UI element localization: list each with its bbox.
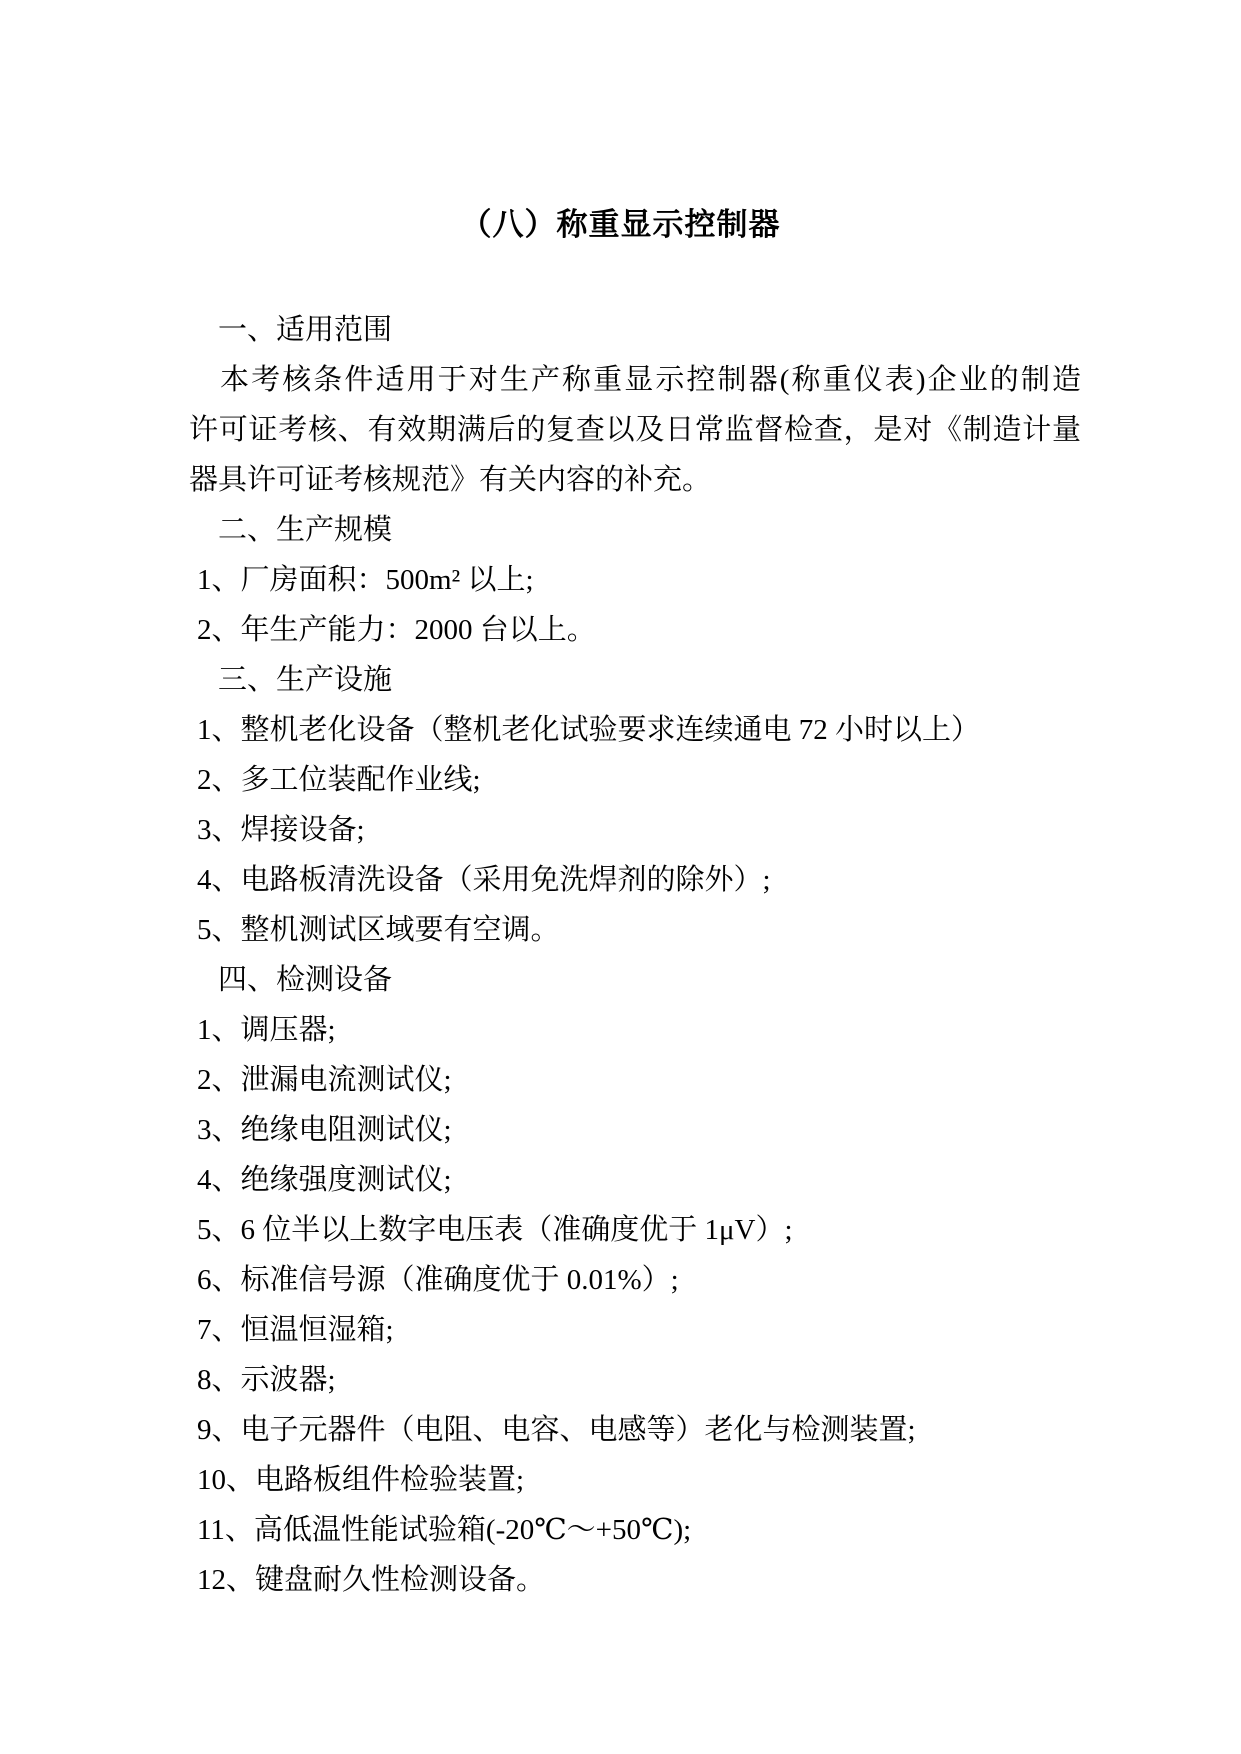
document-line: 二、生产规模 [218,514,393,546]
document-line: 器具许可证考核规范》有关内容的补充。 [189,464,712,496]
document-line: 4、绝缘强度测试仪; [197,1164,452,1196]
document-line: 8、示波器; [197,1364,336,1396]
document-line: 2、泄漏电流测试仪; [197,1064,452,1096]
document-line: 7、恒温恒湿箱; [197,1314,394,1346]
document-line: 6、标准信号源（准确度优于 0.01%）; [197,1264,679,1296]
document-line: 5、整机测试区域要有空调。 [197,914,560,946]
document-line: 2、多工位装配作业线; [197,764,481,796]
document-line: 9、电子元器件（电阻、电容、电感等）老化与检测装置; [197,1414,916,1446]
document-line: 12、键盘耐久性检测设备。 [197,1564,546,1596]
document-line: 10、电路板组件检验装置; [197,1464,525,1496]
document-line: 4、电路板清洗设备（采用免洗焊剂的除外）; [197,864,771,896]
document-line: 3、焊接设备; [197,814,365,846]
document-line: 许可证考核、有效期满后的复查以及日常监督检查，是对《制造计量 [189,414,1081,446]
document-line: 11、高低温性能试验箱(-20℃～+50℃); [197,1514,692,1546]
document-line: 1、调压器; [197,1014,336,1046]
document-body [189,305,1081,1605]
document-line: 2、年生产能力：2000 台以上。 [197,614,596,646]
document-line: 5、6 位半以上数字电压表（准确度优于 1μV）; [197,1214,793,1246]
document-line: 3、绝缘电阻测试仪; [197,1114,452,1146]
document-title: （八）称重显示控制器 [460,207,781,242]
document-line: 四、检测设备 [218,964,393,996]
document-line: 一、适用范围 [218,314,393,346]
document-line: 本考核条件适用于对生产称重显示控制器(称重仪表)企业的制造 [220,364,1081,396]
document-line: 1、整机老化设备（整机老化试验要求连续通电 72 小时以上） [197,714,981,746]
document-line: 三、生产设施 [218,664,393,696]
document-line: 1、厂房面积：500m² 以上; [197,564,534,596]
